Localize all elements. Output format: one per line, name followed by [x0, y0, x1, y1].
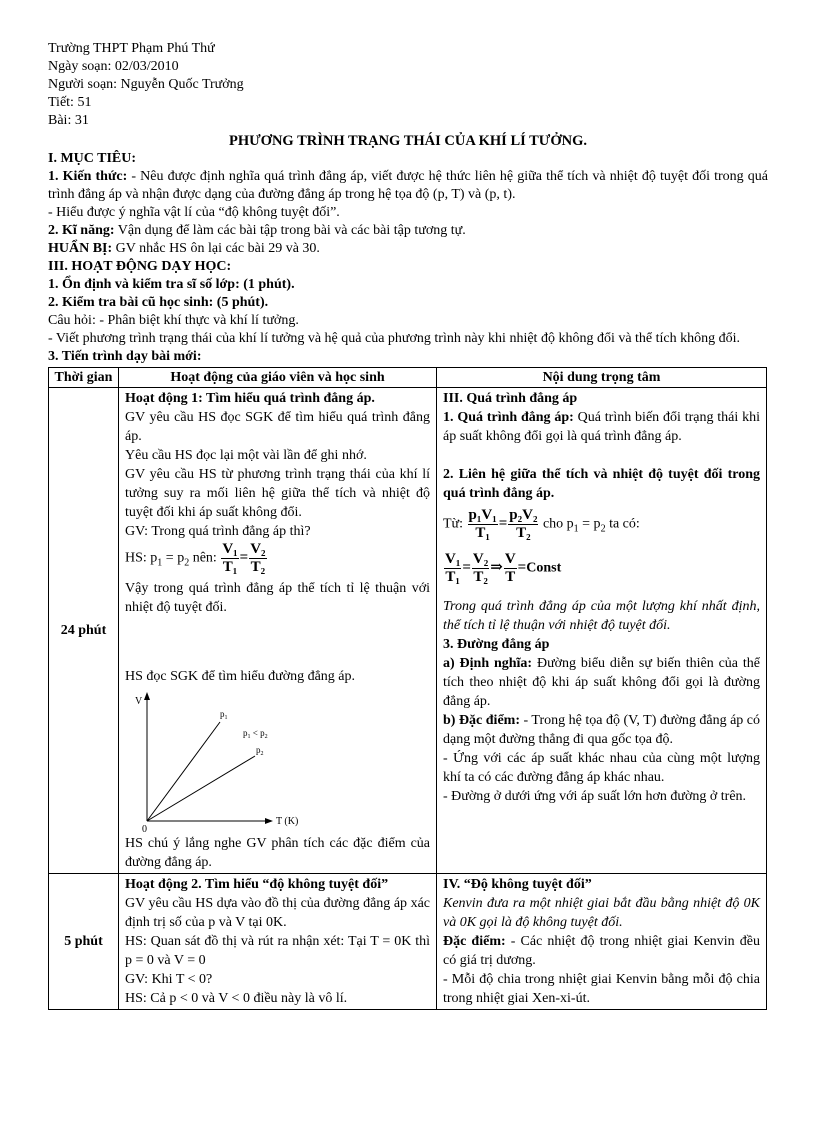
- question-2: - Viết phương trình trạng thái của khí lí tưởng và hệ quả của phương trình này khi nhiệt độ không đổi và thể tích không đổi.: [48, 331, 741, 346]
- sub-2: 2: [600, 523, 606, 535]
- knowledge-label: 1. Kiến thức:: [48, 169, 128, 184]
- content2-italic: Kenvin đưa ra một nhiệt giai bắt đầu bằng nhiệt độ 0K và 0K gọi là độ không tuyệt đối.: [443, 896, 760, 930]
- fraction-p1v1-t1: [468, 507, 498, 542]
- x-axis-arrow: [265, 818, 273, 824]
- a-label: a) Định nghĩa:: [443, 656, 533, 671]
- isobar-graph: [125, 686, 430, 834]
- table-row: [49, 388, 767, 874]
- content1-b2: - Ứng với các áp suất khác nhau của cùng một lượng khí ta có các đường đẳng áp khác nhau.: [443, 751, 760, 785]
- activity1-title: Hoạt động 1: Tìm hiểu quá trình đẳng áp.: [125, 391, 375, 406]
- hs-prefix: HS: p: [125, 550, 158, 566]
- frac-den: T₂: [516, 525, 531, 541]
- row1-activity: [119, 388, 437, 874]
- content1-q2: 2. Liên hệ giữa thể tích và nhiệt độ tuyệt đối trong quá trình đẳng áp.: [443, 467, 760, 501]
- content1-q3: 3. Đường đẳng áp: [443, 637, 550, 652]
- row2-time: 5 phút: [49, 874, 119, 1010]
- knowledge-text-2: - Hiểu được ý nghĩa vật lí của “độ không tuyệt đối”.: [48, 205, 340, 220]
- document-page: [48, 40, 768, 1010]
- activity1-p4: GV: Trong quá trình đẳng áp thì?: [125, 524, 311, 539]
- fraction-v1-t1: [444, 551, 461, 586]
- document-header: [48, 40, 768, 130]
- line2-label: $p_2$: [256, 745, 264, 757]
- from-text: Từ:: [443, 516, 464, 532]
- fraction-v1-t1: [221, 541, 238, 576]
- content1-b: [443, 711, 760, 749]
- content2-feature-2: - Mỗi độ chia trong nhiệt giai Kenvin bằng mỗi độ chia trong nhiệt giai Xen-xi-út.: [443, 972, 760, 1006]
- frac-den: T₂: [473, 569, 488, 585]
- question-1: Câu hỏi: - Phân biệt khí thực và khí lí tưởng.: [48, 313, 299, 328]
- activity2-p4: HS: Cả p < 0 và V < 0 điều này là vô lí.: [125, 991, 348, 1006]
- prep-label: HUẨN BỊ:: [48, 241, 113, 256]
- line1-label: $p_1$: [220, 709, 228, 721]
- content1-italic: Trong quá trình đẳng áp của một lượng khí nhất định, thể tích tỉ lệ thuận với nhiệt độ tuyệt đối.: [443, 599, 760, 633]
- frac-den: T: [505, 569, 516, 585]
- y-axis-arrow: [144, 692, 150, 700]
- origin-label: 0: [142, 824, 147, 834]
- frac-num: p₁V₁: [468, 507, 497, 523]
- pressure-relation: $p_1 < p_2$: [243, 728, 268, 740]
- step-1: 1. Ổn định và kiểm tra sĩ số lớp: (1 phút).: [48, 277, 295, 292]
- table-header-row: [49, 368, 767, 388]
- isobar-graph-svg: [125, 686, 325, 834]
- b-text: - Trong hệ tọa độ (V, T) đường đẳng áp có dạng một đường thẳng đi qua gốc tọa độ.: [443, 713, 761, 747]
- activity2-title: Hoạt động 2. Tìm hiểu “độ không tuyệt đối”: [125, 877, 389, 892]
- b-label: b) Đặc điểm:: [443, 713, 520, 728]
- for-text: cho p: [539, 516, 574, 532]
- hs-suffix: nên:: [189, 550, 217, 566]
- activity1-p7: HS đọc SGK để tìm hiểu đường đẳng áp.: [125, 669, 356, 684]
- author: Người soạn: Nguyễn Quốc Trưởng: [48, 77, 244, 92]
- school-name: Trường THPT Phạm Phú Thứ: [48, 41, 215, 56]
- objectives-heading: I. MỤC TIÊU:: [48, 151, 137, 166]
- y-label: V: [135, 696, 143, 707]
- header-content: Nội dung trọng tâm: [437, 368, 767, 388]
- frac-num: p₂V₂: [509, 507, 538, 523]
- content1-formula2: $\frac{\text{V₁}}{\text{T₁}}$ = $\frac{\text{V₂}}{\text{T₂}}$ ⇒ $\frac{V}{T}$ =Const: [445, 551, 562, 585]
- step-2: 2. Kiểm tra bài cũ học sinh: (5 phút).: [48, 295, 269, 310]
- row1-content: [437, 388, 767, 874]
- frac-den: T₁: [445, 569, 460, 585]
- knowledge-paragraph: [48, 168, 768, 204]
- sub-2: 2: [184, 557, 190, 569]
- activity1-p6: Vậy trong quá trình đẳng áp thể tích tỉ lệ thuận với nhiệt độ tuyệt đối.: [125, 581, 430, 615]
- frac-num: V: [504, 551, 516, 567]
- q1-text: Quá trình biến đổi trạng thái khi áp suất không đổi gọi là quá trình đẳng áp.: [443, 410, 760, 444]
- x-label: T (K): [276, 816, 299, 827]
- content2-feature: [443, 932, 760, 970]
- knowledge-text: - Nêu được định nghĩa quá trình đẳng áp, viết được hệ thức liên hệ giữa thể tích và nhiệt độ tuyệt đối trong quá trình đẳng áp và nhận được dạng của đường đẳng áp trong hệ tọa độ (p, T) và (p, t).: [48, 169, 768, 202]
- period: Tiết: 51: [48, 95, 92, 110]
- row1-time: 24 phút: [49, 388, 119, 874]
- fraction-v2-t2: [249, 541, 266, 576]
- fraction-v2-t2: [472, 551, 489, 586]
- prep-date: Ngày soạn: 02/03/2010: [48, 59, 179, 74]
- activities-heading: III. HOẠT ĐỘNG DẠY HỌC:: [48, 259, 232, 274]
- content2-heading: IV. “Độ không tuyệt đối”: [443, 877, 592, 892]
- frac-num: V₂: [472, 551, 489, 567]
- isobar-line-p2: [147, 756, 255, 821]
- frac-den: T₁: [222, 559, 238, 575]
- header-activity: Hoạt động của giáo viên và học sinh: [119, 368, 437, 388]
- row2-content: [437, 874, 767, 1010]
- lesson-table: [48, 367, 767, 1010]
- frac-num: V₁: [445, 551, 461, 567]
- skills-label: 2. Kĩ năng:: [48, 223, 115, 238]
- sub-1: 1: [157, 557, 163, 569]
- for-text-2: = p: [578, 516, 601, 532]
- a-text: Đường biểu diễn sự biến thiên của thể tích theo nhiệt độ khi áp suất không đổi gọi là đường đẳng áp.: [443, 656, 760, 709]
- q1-label: 1. Quá trình đẳng áp:: [443, 410, 574, 425]
- step-3: 3. Tiến trình dạy bài mới:: [48, 349, 202, 364]
- activity2-p2: HS: Quan sát đồ thị và rút ra nhận xét: Tại T = 0K thì p = 0 và V = 0: [125, 934, 430, 968]
- for-text-3: ta có:: [605, 516, 640, 532]
- lesson: Bài: 31: [48, 113, 89, 128]
- activity1-p2: Yêu cầu HS đọc lại một vài lần để ghi nhớ.: [125, 448, 367, 463]
- const-text: Const: [526, 560, 562, 576]
- content1-formula1: Từ: $\frac{\text{p₁V₁}}{\text{T₁}}$ = $\frac{\text{p₂V₂}}{\text{T₂}}$ cho $p_1 = p_2$ ta có:: [443, 507, 640, 541]
- feature-text: - Các nhiệt độ trong nhiệt giai Kenvin đều có giá trị dương.: [443, 934, 760, 968]
- page-title: PHƯƠNG TRÌNH TRẠNG THÁI CỦA KHÍ LÍ TƯỞNG.: [229, 133, 587, 149]
- frac-num: V₁: [222, 541, 238, 557]
- prep-text: GV nhắc HS ôn lại các bài 29 và 30.: [112, 241, 320, 256]
- fraction-p2v2-t2: [508, 507, 538, 542]
- sub-1: 1: [573, 523, 579, 535]
- feature-label: Đặc điểm:: [443, 934, 506, 949]
- isobar-line-p1: [147, 722, 220, 821]
- fraction-v-t: [504, 551, 517, 586]
- activity1-p5: HS: $p_1 = p_2$ nên: $\frac{\text{V₁}}{\text{T₁}}$ = $\frac{\text{V₂}}{\text{T₂}}$: [125, 541, 266, 575]
- activity2-p3: GV: Khi T < 0?: [125, 972, 213, 987]
- row2-activity: [119, 874, 437, 1010]
- hs-mid: = p: [162, 550, 185, 566]
- table-row: [49, 874, 767, 1010]
- header-time: Thời gian: [49, 368, 119, 388]
- content1-q1: [443, 408, 760, 446]
- content1-b3: - Đường ở dưới ứng với áp suất lớn hơn đường ở trên.: [443, 789, 747, 804]
- activity1-p8: HS chú ý lắng nghe GV phân tích các đặc điểm của đường đẳng áp.: [125, 836, 430, 870]
- frac-den: T₁: [475, 525, 490, 541]
- activity1-p3: GV yêu cầu HS từ phương trình trạng thái của khí lí tưởng suy ra mối liên hệ giữa thể tích và nhiệt độ tuyệt đối khi áp suất không đổi.: [125, 467, 430, 520]
- activity2-p1: GV yêu cầu HS dựa vào đồ thị của đường đẳng áp xác định trị số của p và V tại 0K.: [125, 896, 430, 930]
- frac-den: T₂: [250, 559, 266, 575]
- frac-num: V₂: [250, 541, 266, 557]
- prep-paragraph: [48, 240, 768, 258]
- content1-heading: III. Quá trình đẳng áp: [443, 391, 578, 406]
- skills-paragraph: [48, 222, 768, 240]
- activity1-p1: GV yêu cầu HS đọc SGK để tìm hiểu quá trình đẳng áp.: [125, 410, 430, 444]
- skills-text: Vận dụng để làm các bài tập trong bài và các bài tập tương tự.: [114, 223, 466, 238]
- content1-a: [443, 654, 760, 711]
